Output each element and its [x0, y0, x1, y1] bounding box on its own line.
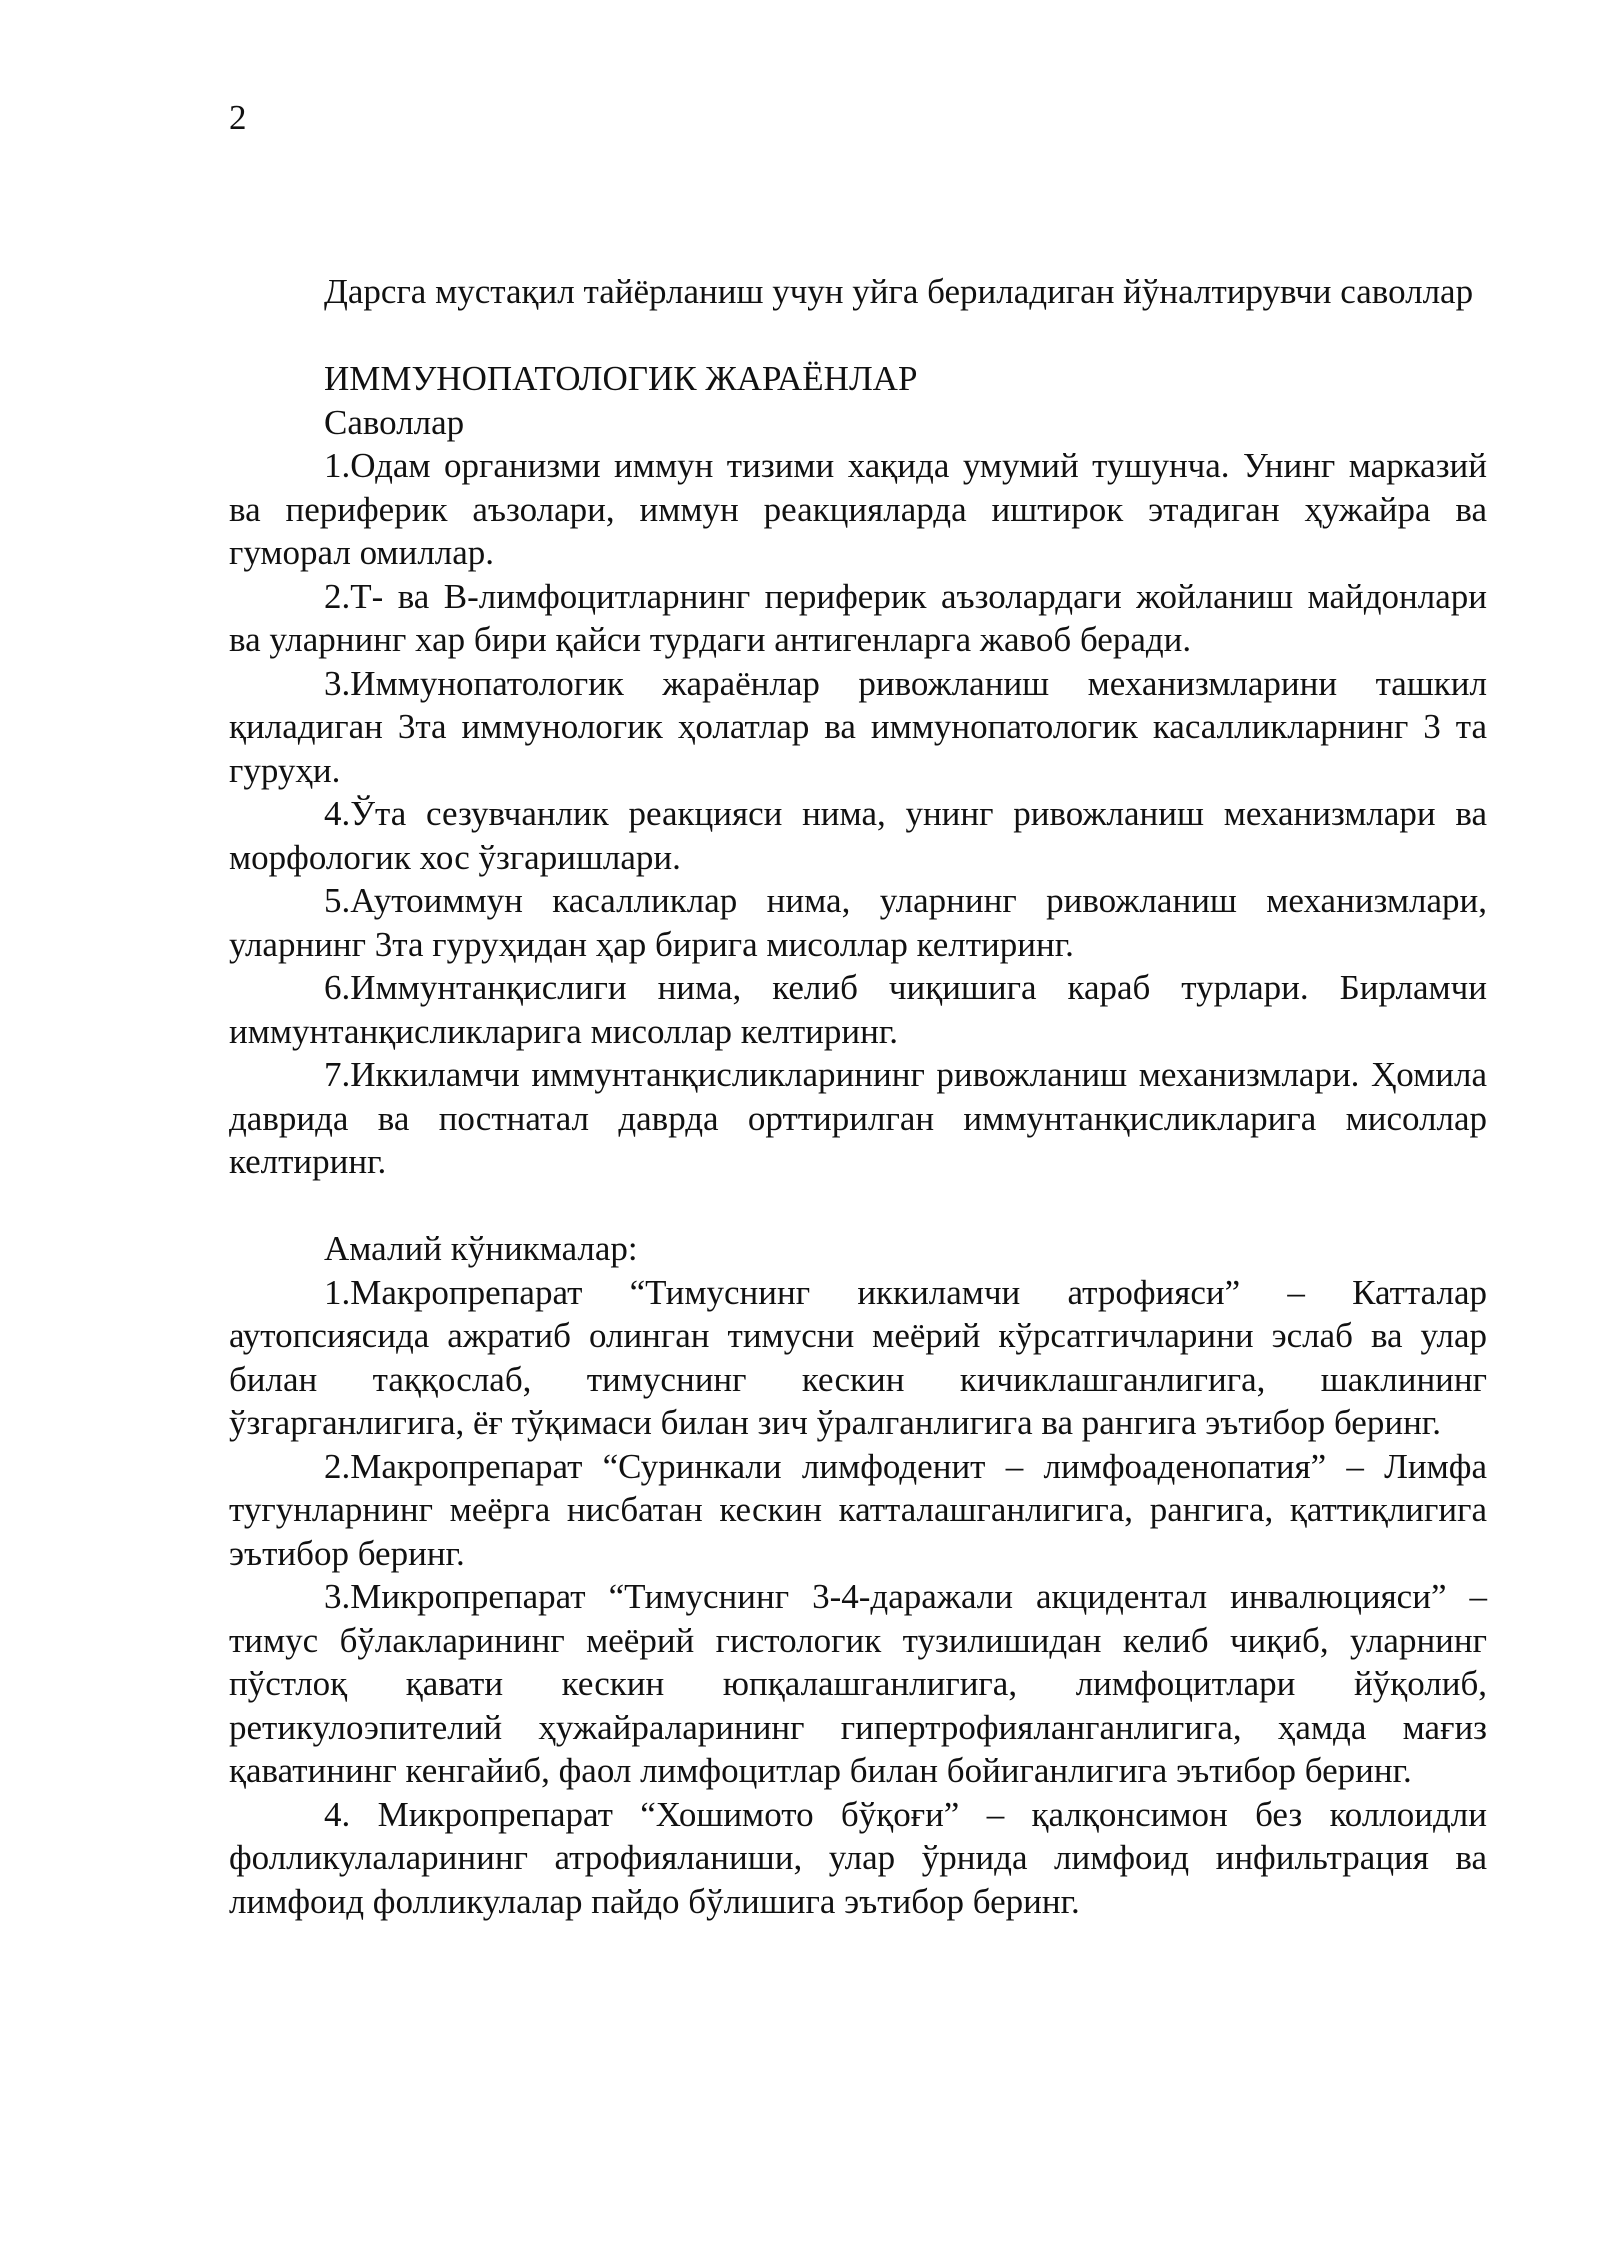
topic-title: ИММУНОПАТОЛОГИК ЖАРАЁНЛАР	[324, 359, 918, 398]
skill-item: 1.Макропрепарат “Тимуснинг иккиламчи атрофияси” – Катталар аутопсиясида ажратиб олинган тимусни меёрий кўрсатгичларини эслаб ва улар билан таққослаб, тимуснинг кескин кичиклашганлигига, шаклининг ўзгарганлигига, ёғ тўқимаси билан зич ўралганлигига ва рангига эътибор беринг.	[229, 1272, 1487, 1442]
skill-item: 3.Микропрепарат “Тимуснинг 3-4-даражали акцидентал инвалюцияси” – тимус бўлакларининг меёрий гистологик тузилишидан келиб чиқиб, уларнинг пўстлоқ қавати кескин юпқалашганлигига, лимфоцитлари йўқолиб, ретикулоэпителий ҳужайраларининг гипертрофияланганлигига, ҳамда мағиз қаватининг кенгайиб, фаол лимфоцитлар билан бойиганлигига эътибор беринг.	[229, 1577, 1487, 1790]
skill-item: 4. Микропрепарат “Хошимото бўқоғи” – қалқонсимон без коллоидли фолликулаларининг атрофияланиши, улар ўрнида лимфоид инфильтрация ва лимфоид фолликулалар пайдо бўлишига эътибор беринг.	[229, 1794, 1487, 1921]
skill-item: 2.Макропрепарат “Суринкали лимфоденит – лимфоаденопатия” – Лимфа тугунларнинг меёрга нисбатан кескин катталашганлигига, рангига, қаттиқлигига эътибор беринг.	[229, 1446, 1487, 1573]
question-item: 6.Иммунтанқислиги нима, келиб чиқишига караб турлари. Бирламчи иммунтанқисликларига мисоллар келтиринг.	[229, 968, 1487, 1051]
skills-heading: Амалий кўникмалар:	[324, 1229, 638, 1268]
question-item: 7.Иккиламчи иммунтанқисликларининг ривожланиш механизмлари. Ҳомила даврида ва постнатал даврда орттирилган иммунтанқисликларига мисоллар келтиринг.	[229, 1055, 1487, 1181]
spacer	[229, 314, 1487, 358]
question-item: 3.Иммунопатологик жараёнлар ривожланиш механизмларини ташкил қиладиган 3та иммунологик ҳолатлар ва иммунопатологик касалликларнинг 3 та гуруҳи.	[229, 663, 1487, 790]
question-item: 5.Аутоиммун касалликлар нима, уларнинг ривожланиш механизмлари, уларнинг 3та гуруҳидан ҳар бирига мисоллар келтиринг.	[229, 881, 1487, 964]
questions-heading: Саволлар	[324, 402, 465, 442]
question-item: 1.Одам организми иммун тизими хақида умумий тушунча. Унинг марказий ва периферик аъзолари, иммун реакцияларда иштирок этадиган ҳужайра ва гуморал омиллар.	[229, 446, 1487, 572]
document-body	[229, 270, 1487, 1923]
question-item: 2.Т- ва В-лимфоцитларнинг периферик аъзолардаги жойланиш майдонлари ва уларнинг хар бири қайси турдаги антигенларга жавоб беради.	[229, 576, 1487, 659]
question-item: 4.Ўта сезувчанлик реакцияси нима, унинг ривожланиш механизмлари ва морфологик хос ўзгаришлари.	[229, 794, 1487, 877]
spacer	[229, 1184, 1487, 1228]
page-number: 2	[229, 98, 247, 137]
intro-paragraph: Дарсга мустақил тайёрланиш учун уйга бериладиган йўналтирувчи саволлар	[324, 272, 1474, 311]
